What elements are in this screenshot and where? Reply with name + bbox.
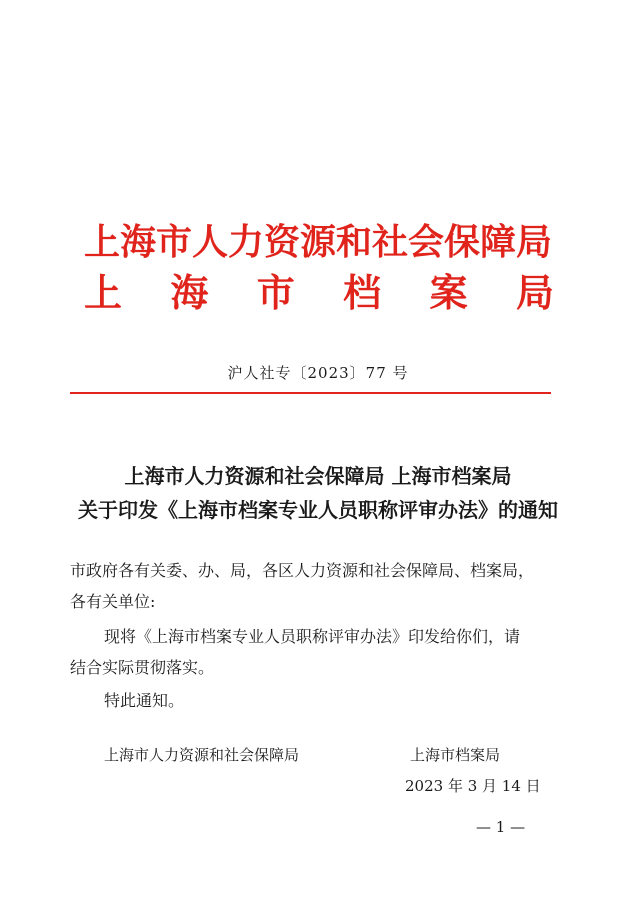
document-number: 沪人社专〔2023〕77 号: [227, 364, 409, 382]
issuing-org-2-char: 案: [429, 270, 468, 315]
body-paragraph-2: 特此通知。: [104, 691, 185, 710]
addressee-line-2: 各有关单位:: [70, 592, 156, 611]
notice-title-line-2: 关于印发《上海市档案专业人员职称评审办法》的通知: [78, 498, 558, 522]
signature-org-1: 上海市人力资源和社会保障局: [104, 746, 300, 764]
body-paragraph-1-line-2: 结合实际贯彻落实。: [70, 658, 215, 677]
red-separator-line: [70, 392, 551, 394]
notice-title-line-1: 上海市人力资源和社会保障局 上海市档案局: [124, 464, 512, 488]
issuing-org-2-char: 上: [84, 270, 123, 315]
issuing-org-2: [84, 262, 554, 317]
issuing-org-2-char: 档: [343, 270, 382, 315]
issuing-org-1: 上海市人力资源和社会保障局: [84, 221, 553, 263]
issuing-org-2-char: 市: [256, 270, 295, 315]
page-number: — 1 —: [476, 818, 526, 836]
body-paragraph-1-line-1: 现将《上海市档案专业人员职称评审办法》印发给你们，请: [104, 627, 521, 646]
addressee-line-1: 市政府各有关委、办、局，各区人力资源和社会保障局、档案局，: [70, 561, 535, 580]
signature-date: 2023 年 3 月 14 日: [405, 777, 541, 795]
issuing-org-2-char: 海: [170, 270, 209, 315]
issuing-org-2-char: 局: [515, 270, 554, 315]
signature-org-2: 上海市档案局: [410, 746, 501, 764]
